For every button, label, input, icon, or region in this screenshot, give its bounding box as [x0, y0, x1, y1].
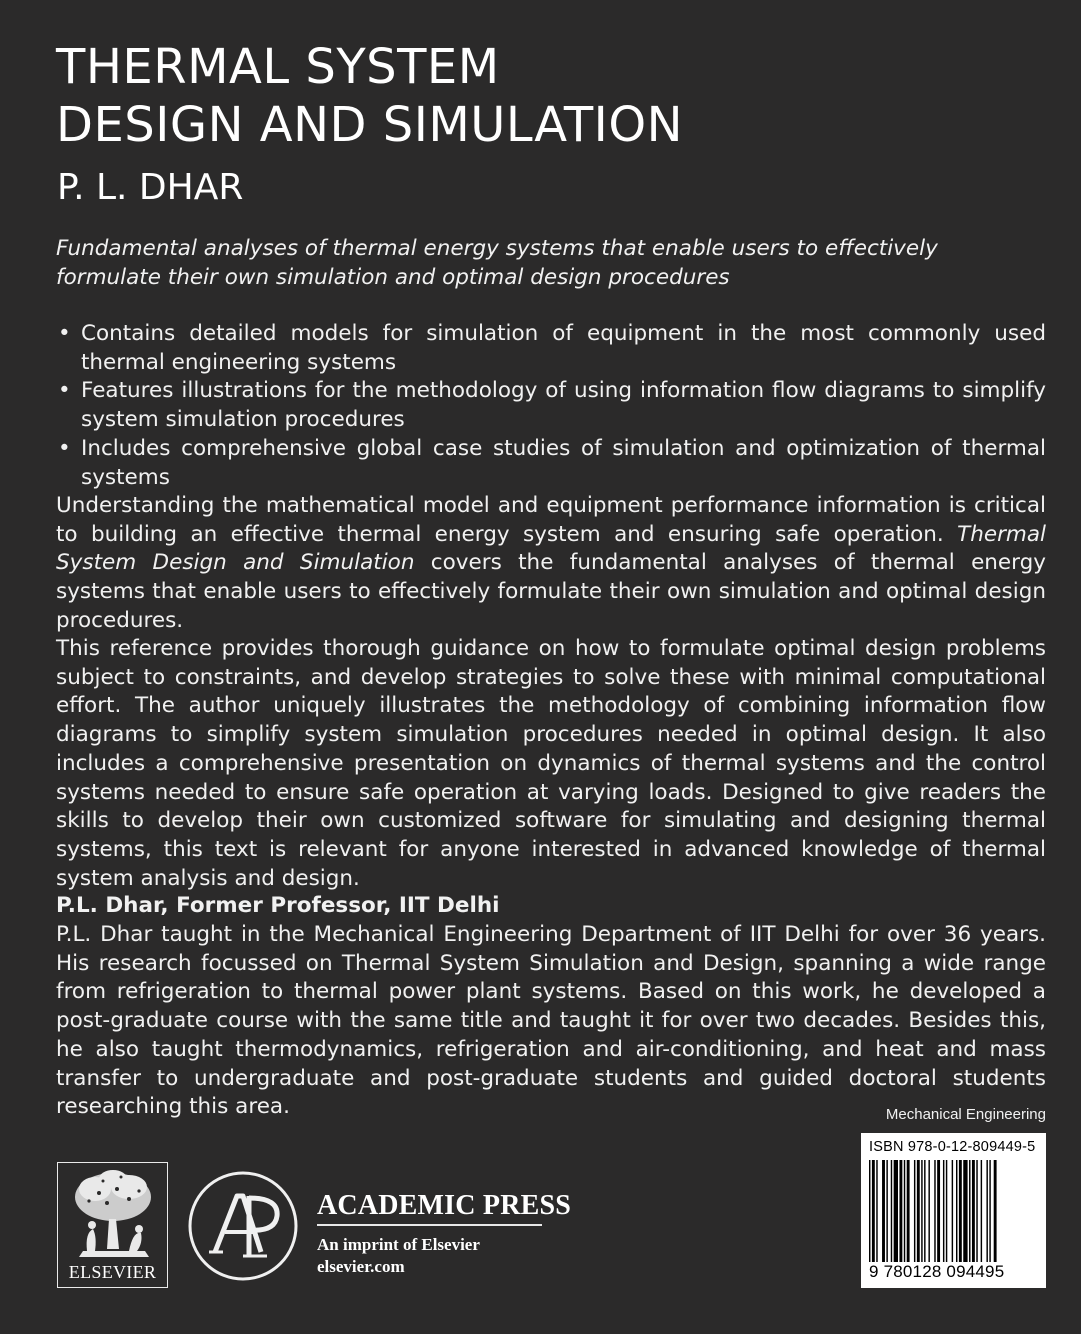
publisher-url: elsevier.com: [317, 1257, 405, 1276]
author-bio-heading: P.L. Dhar, Former Professor, IIT Delhi: [56, 893, 500, 918]
elsevier-tree-icon: [59, 1167, 167, 1263]
author-bio: P.L. Dhar taught in the Mechanical Engineering Department of IIT Delhi for over 36 years. His research focussed on Thermal System Simulation and Design, spanning a wide range from refrigeration to thermal power plant systems. Based on this work, he developed a post-graduate course with the same title and taught it for over two decades. Besides this, he also taught thermodynamics, refrigeration and air-conditioning, and heat and mass transfer to undergraduate and post-graduate students and guided doctoral students researching this area.: [56, 922, 1046, 1120]
book-title-line2: DESIGN AND SIMULATION: [56, 97, 684, 153]
list-item: • Features illustrations for the methodology of using information flow diagrams to simplify system simulation procedures: [58, 378, 1046, 433]
book-title-line1: THERMAL SYSTEM: [56, 39, 500, 95]
feature-list: [56, 320, 1046, 492]
description-paragraph-2: This reference provides thorough guidance on how to formulate optimal design problems subject to constraints, and develop strategies to solve these with minimal computational effort. The author uniquely illustrates the methodology of combining information flow diagrams to simplify system simulation procedures needed in optimal design. It also includes a comprehensive presentation on dynamics of thermal systems and the control systems needed to ensure safe operation at varying loads. Designed to give readers the skills to develop their own customized software for simulating and designing thermal systems, this text is relevant for anyone interested in advanced knowledge of thermal system analysis and design.: [56, 636, 1046, 891]
imprint-text: An imprint of Elsevier: [317, 1235, 480, 1254]
description-paragraph-1: Understanding the mathematical model and equipment performance information is critical to building an effective thermal energy system and ensuring safe operation. Thermal System Design and Simulation covers the fundamental analyses of thermal energy systems that enable users to effectively formulate their own simulation and optimal design procedures.: [56, 493, 1046, 633]
barcode-bars-icon: [869, 1160, 1039, 1270]
academic-press-divider: [317, 1224, 542, 1226]
tagline: Fundamental analyses of thermal energy systems that enable users to effectively formulate their own simulation and optimal design procedures: [56, 236, 938, 290]
elsevier-logo: [57, 1162, 168, 1288]
barcode-digits: 9 780128 094495: [869, 1262, 1039, 1282]
bullet-icon: •: [58, 435, 71, 461]
bullet-icon: •: [58, 321, 71, 346]
list-item: • Includes comprehensive global case studies of simulation and optimization of thermal systems: [58, 435, 1046, 490]
isbn-barcode: [861, 1133, 1046, 1288]
bullet-icon: •: [58, 378, 71, 404]
book-title-italic: Thermal System Design and Simulation: [56, 521, 1046, 576]
isbn-label: ISBN 978-0-12-809449-5: [869, 1139, 1036, 1155]
author-name: P. L. DHAR: [57, 167, 244, 208]
academic-press-name: ACADEMIC PRESS: [317, 1190, 572, 1221]
book-title: [56, 38, 956, 154]
academic-press-logo-icon: [187, 1170, 299, 1282]
elsevier-wordmark: ELSEVIER: [68, 1262, 157, 1282]
list-item: • Contains detailed models for simulation of equipment in the most commonly used thermal engineering systems: [58, 321, 1046, 375]
subject-category: Mechanical Engineering: [885, 1106, 1046, 1123]
